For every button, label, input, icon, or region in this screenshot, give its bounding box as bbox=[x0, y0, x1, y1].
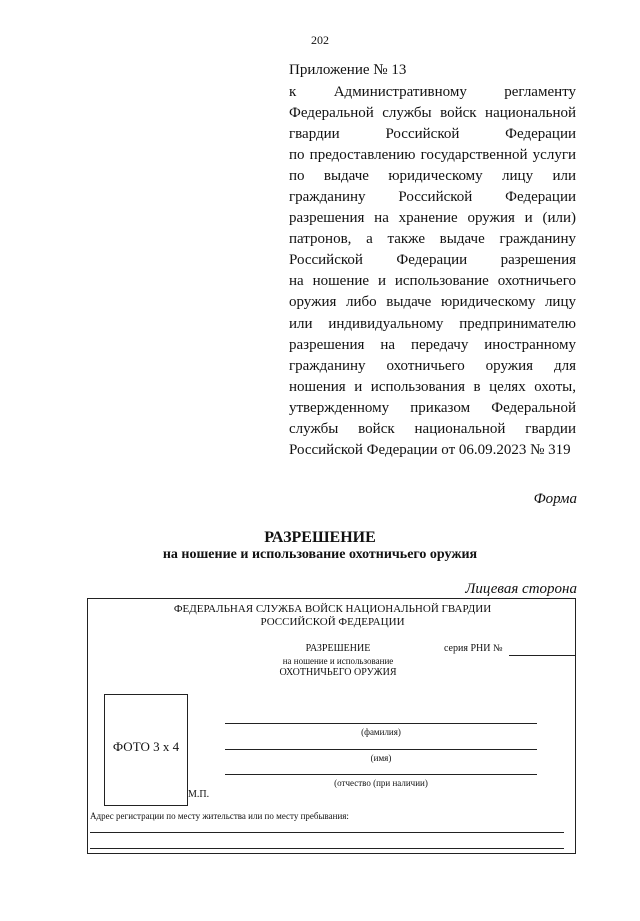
name-caption: (имя) bbox=[370, 753, 392, 763]
series-number-field[interactable] bbox=[509, 655, 575, 656]
photo-placeholder bbox=[104, 694, 188, 806]
series-label: серия РНИ № bbox=[444, 643, 503, 654]
appendix-line: гражданину охотничьего оружия для bbox=[289, 357, 576, 374]
document-subtitle: на ношение и использование охотничьего оружия bbox=[162, 547, 478, 562]
stamp-place-label: М.П. bbox=[188, 789, 210, 800]
appendix-line: утвержденному приказом Федеральной bbox=[289, 399, 576, 416]
appendix-line: на ношение и использование охотничьего bbox=[289, 273, 576, 290]
agency-name: ФЕДЕРАЛЬНАЯ СЛУЖБА ВОЙСК НАЦИОНАЛЬНОЙ ГВАРДИИ bbox=[173, 603, 492, 615]
appendix-line: ношения и использования в целях охоты, bbox=[289, 378, 576, 395]
side-label: Лицевая сторона bbox=[465, 581, 577, 597]
appendix-line: патронов, а также выдаче гражданину bbox=[289, 231, 576, 248]
surname-caption: (фамилия) bbox=[361, 727, 401, 737]
appendix-line: к Административному регламенту bbox=[289, 84, 576, 100]
appendix-line: по выдаче юридическому лицу или bbox=[289, 168, 576, 185]
appendix-line: Российской Федерации от 06.09.2023 № 319 bbox=[289, 441, 571, 458]
form-label: Форма bbox=[533, 491, 577, 507]
permit-form bbox=[87, 598, 576, 854]
permit-heading: РАЗРЕШЕНИЕ bbox=[305, 643, 371, 654]
page-number: 202 bbox=[311, 33, 329, 47]
surname-field[interactable] bbox=[225, 723, 537, 724]
permit-subheading: на ношение и использование bbox=[282, 656, 394, 666]
appendix-line: службы войск национальной гвардии bbox=[289, 420, 576, 437]
appendix-line: разрешения на передачу иностранному bbox=[289, 336, 576, 353]
appendix-line: гражданину Российской Федерации bbox=[289, 189, 576, 206]
patronymic-field[interactable] bbox=[225, 774, 537, 775]
appendix-line: Федеральной службы войск национальной bbox=[289, 105, 576, 122]
appendix-line: или индивидуальному предпринимателю bbox=[289, 315, 576, 332]
photo-label: ФОТО 3 х 4 bbox=[112, 739, 180, 754]
appendix-line: оружия либо выдаче юридическому лицу bbox=[289, 294, 576, 311]
document-title: РАЗРЕШЕНИЕ bbox=[264, 529, 376, 546]
patronymic-caption: (отчество (при наличии) bbox=[334, 778, 428, 788]
appendix-line: Российской Федерации разрешения bbox=[289, 252, 576, 269]
agency-country: РОССИЙСКОЙ ФЕДЕРАЦИИ bbox=[260, 616, 405, 628]
address-field-line[interactable] bbox=[90, 832, 564, 833]
address-label: Адрес регистрации по месту жительства или по месту пребывания: bbox=[90, 811, 349, 821]
appendix-line: разрешения на хранение оружия и (или) bbox=[289, 210, 576, 227]
name-field[interactable] bbox=[225, 749, 537, 750]
address-field-line[interactable] bbox=[90, 848, 564, 849]
appendix-line: по предоставлению государственной услуги bbox=[289, 147, 576, 164]
permit-type: ОХОТНИЧЬЕГО ОРУЖИЯ bbox=[279, 667, 397, 678]
appendix-title: Приложение № 13 bbox=[289, 62, 407, 78]
appendix-line: гвардии Российской Федерации bbox=[289, 126, 576, 143]
appendix-text bbox=[289, 82, 576, 461]
